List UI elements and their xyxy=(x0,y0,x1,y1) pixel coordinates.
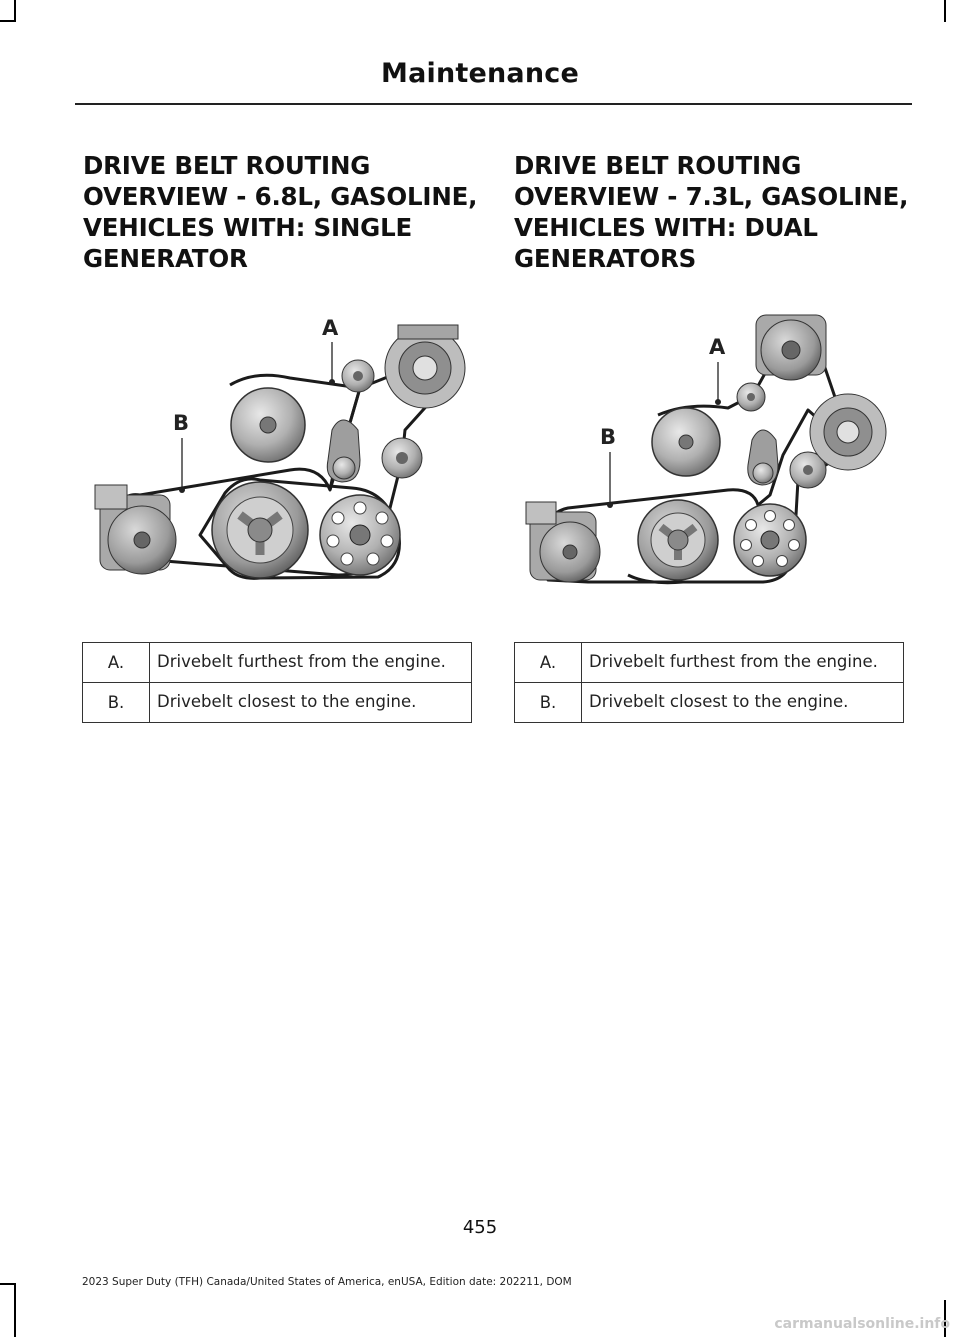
legend-description: Drivebelt furthest from the engine. xyxy=(150,643,472,683)
legend-key: A. xyxy=(515,643,582,683)
watermark: carmanualsonline.info xyxy=(774,1316,950,1332)
legend-table-7-3l xyxy=(514,642,904,723)
header-divider xyxy=(75,103,912,105)
crop-mark xyxy=(14,0,16,22)
belt-routing-diagram-6-8l xyxy=(80,290,480,600)
callout-a-label: A xyxy=(709,335,726,359)
footer-edition-text: 2023 Super Duty (TFH) Canada/United States of America, enUSA, Edition date: 202211, DOM xyxy=(82,1276,572,1288)
legend-description: Drivebelt closest to the engine. xyxy=(150,683,472,723)
legend-row xyxy=(83,683,472,723)
crop-mark xyxy=(0,20,16,22)
legend-description: Drivebelt furthest from the engine. xyxy=(582,643,904,683)
legend-key: A. xyxy=(83,643,150,683)
crop-mark xyxy=(944,0,946,22)
callout-a-label: A xyxy=(322,316,339,340)
section-heading-6-8l: DRIVE BELT ROUTING OVERVIEW - 6.8L, GASOLINE, VEHICLES WITH: SINGLE GENERATOR xyxy=(83,151,478,273)
legend-table-6-8l xyxy=(82,642,472,723)
belt-routing-diagram-7-3l xyxy=(508,290,908,600)
crop-mark xyxy=(0,1283,16,1285)
legend-row xyxy=(515,683,904,723)
legend-key: B. xyxy=(515,683,582,723)
legend-description: Drivebelt closest to the engine. xyxy=(582,683,904,723)
callout-b-label: B xyxy=(173,411,190,435)
legend-key: B. xyxy=(83,683,150,723)
legend-row xyxy=(515,643,904,683)
crop-mark xyxy=(14,1283,16,1337)
page-title: Maintenance xyxy=(381,58,579,89)
section-heading-7-3l: DRIVE BELT ROUTING OVERVIEW - 7.3L, GASOLINE, VEHICLES WITH: DUAL GENERATORS xyxy=(514,151,909,273)
page-number: 455 xyxy=(462,1217,498,1238)
callout-b-label: B xyxy=(600,425,617,449)
legend-row xyxy=(83,643,472,683)
